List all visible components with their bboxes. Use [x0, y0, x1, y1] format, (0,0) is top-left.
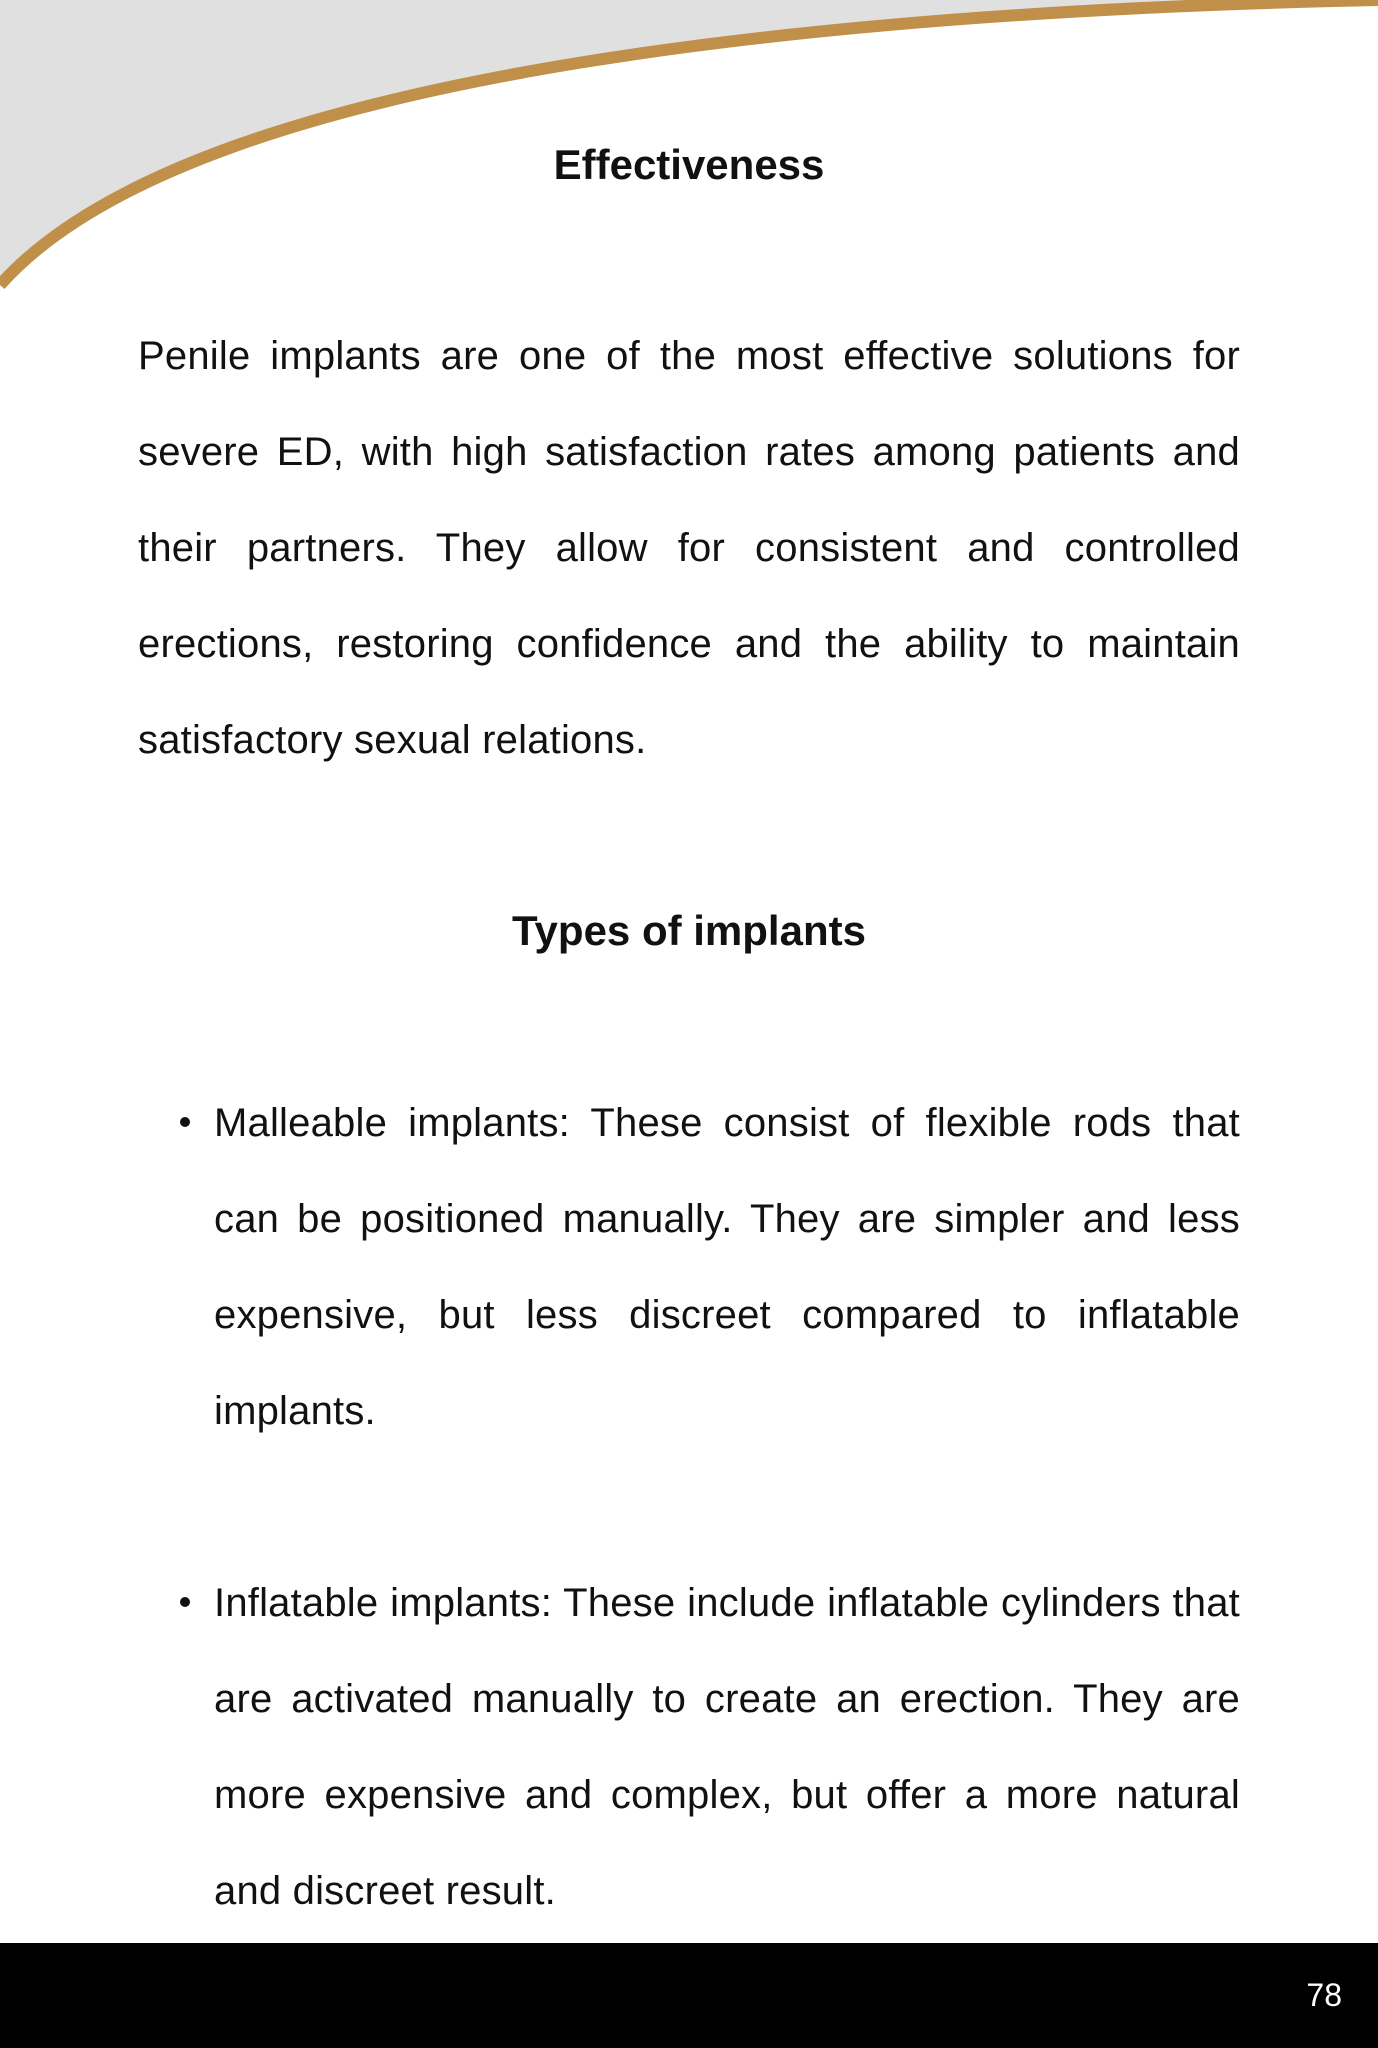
footer-bar: [0, 1943, 1378, 2048]
section-heading-effectiveness: Effectiveness: [553, 141, 825, 188]
bullet-dot-icon: [180, 1117, 190, 1127]
effectiveness-paragraph: Penile implants are one of the most effective solutions for severe ED, with high satisfaction rates among patients and their partners. They allow for consistent and controlled erections, restoring confidence and the ability to maintain satisfactory sexual relations.: [138, 334, 1240, 762]
page-number: 78: [1306, 1977, 1342, 2013]
list-item-inflatable-implants: [138, 1555, 1240, 1939]
section-heading-types-of-implants: Types of implants: [512, 907, 866, 954]
implant-types-list: [138, 1075, 1240, 2035]
list-item-text: Inflatable implants: These include inflatable cylinders that are activated manually to create an erection. They are more expensive and complex, but offer a more natural and discreet result.: [214, 1581, 1240, 1913]
bullet-dot-icon: [180, 1597, 190, 1607]
list-item-malleable-implants: [138, 1075, 1240, 1459]
list-item-text: Malleable implants: These consist of flexible rods that can be positioned manually. They are simpler and less expensive, but less discreet compared to inflatable implants.: [214, 1101, 1240, 1433]
